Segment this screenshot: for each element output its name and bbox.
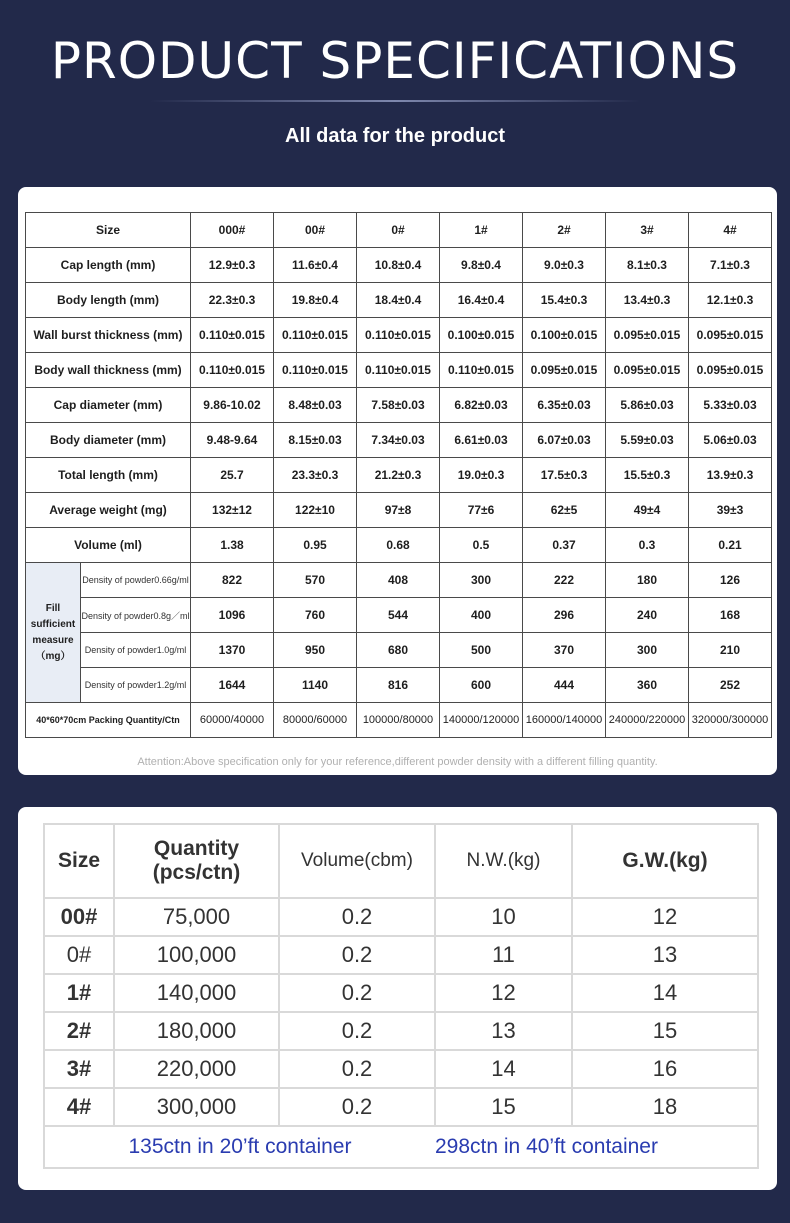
- size-header-cell: 00#: [274, 213, 357, 248]
- packing-row: [44, 1012, 758, 1050]
- fill-cell: 822: [191, 563, 274, 598]
- fill-cell: 544: [357, 598, 440, 633]
- spec-cell: 21.2±0.3: [357, 458, 440, 493]
- size-header: Size: [26, 213, 191, 248]
- fill-cell: 570: [274, 563, 357, 598]
- spec-cell: 8.48±0.03: [274, 388, 357, 423]
- spec-cell: 8.15±0.03: [274, 423, 357, 458]
- packing-nw-value: 13: [435, 1012, 572, 1050]
- packing-panel: [18, 807, 777, 1190]
- spec-cell: 77±6: [440, 493, 523, 528]
- spec-cell: 0.68: [357, 528, 440, 563]
- attention-note: Attention:Above specification only for your reference,different powder density with a different filling quantity.: [137, 756, 658, 768]
- spec-row: [26, 423, 772, 458]
- spec-cell: 5.86±0.03: [606, 388, 689, 423]
- packing-size-cell: 3#: [44, 1050, 114, 1088]
- page-title: PRODUCT SPECIFICATIONS: [50, 32, 740, 90]
- spec-row: [26, 458, 772, 493]
- spec-cell: 1.38: [191, 528, 274, 563]
- fill-cell: 1140: [274, 668, 357, 703]
- spec-cell: 0.110±0.015: [191, 353, 274, 388]
- packing-quantity-cell: 240000/220000: [606, 703, 689, 738]
- spec-row: [26, 493, 772, 528]
- size-header-cell: 1#: [440, 213, 523, 248]
- packing-gw-value: 13: [572, 936, 758, 974]
- spec-cell: 25.7: [191, 458, 274, 493]
- spec-cell: 0.110±0.015: [440, 353, 523, 388]
- spec-cell: 0.110±0.015: [357, 353, 440, 388]
- spec-panel: [18, 187, 777, 775]
- spec-cell: 5.33±0.03: [689, 388, 772, 423]
- spec-cell: 8.1±0.3: [606, 248, 689, 283]
- density-label: Density of powder1.0g/ml: [81, 633, 191, 668]
- fill-cell: 296: [523, 598, 606, 633]
- fill-row: [26, 563, 772, 598]
- packing-volume-value: 0.2: [279, 1012, 435, 1050]
- spec-cell: 9.8±0.4: [440, 248, 523, 283]
- fill-cell: 222: [523, 563, 606, 598]
- spec-cell: 132±12: [191, 493, 274, 528]
- spec-cell: 0.37: [523, 528, 606, 563]
- packing-quantity-cell: 140000/120000: [440, 703, 523, 738]
- size-header-cell: 0#: [357, 213, 440, 248]
- packing-volume-value: 0.2: [279, 898, 435, 936]
- header-quantity-line2: (pcs/ctn): [152, 861, 241, 884]
- spec-row-label: Average weight (mg): [26, 493, 191, 528]
- packing-gw-value: 18: [572, 1088, 758, 1126]
- size-header-cell: 2#: [523, 213, 606, 248]
- packing-row: [44, 936, 758, 974]
- packing-footer-row: [44, 1126, 758, 1168]
- packing-row: [44, 1088, 758, 1126]
- packing-volume-value: 0.2: [279, 1088, 435, 1126]
- spec-cell: 0.095±0.015: [606, 318, 689, 353]
- fill-cell: 370: [523, 633, 606, 668]
- spec-cell: 12.1±0.3: [689, 283, 772, 318]
- spec-cell: 18.4±0.4: [357, 283, 440, 318]
- packing-quantity-value: 140,000: [114, 974, 279, 1012]
- packing-volume-value: 0.2: [279, 936, 435, 974]
- spec-cell: 0.095±0.015: [606, 353, 689, 388]
- packing-quantity-cell: 100000/80000: [357, 703, 440, 738]
- spec-cell: 6.82±0.03: [440, 388, 523, 423]
- packing-gw-value: 12: [572, 898, 758, 936]
- density-label: Density of powder0.66g/ml: [81, 563, 191, 598]
- spec-row: [26, 283, 772, 318]
- spec-cell: 11.6±0.4: [274, 248, 357, 283]
- fill-cell: 408: [357, 563, 440, 598]
- packing-quantity-cell: 160000/140000: [523, 703, 606, 738]
- spec-row-label: Wall burst thickness (mm): [26, 318, 191, 353]
- spec-row-label: Body wall thickness (mm): [26, 353, 191, 388]
- packing-size-cell: 00#: [44, 898, 114, 936]
- spec-cell: 22.3±0.3: [191, 283, 274, 318]
- fill-measure-label: Fill sufficient measure（mg）: [26, 563, 81, 703]
- fill-row: [26, 668, 772, 703]
- packing-quantity-value: 75,000: [114, 898, 279, 936]
- spec-cell: 17.5±0.3: [523, 458, 606, 493]
- spec-cell: 0.110±0.015: [357, 318, 440, 353]
- spec-cell: 5.59±0.03: [606, 423, 689, 458]
- header-quantity: [114, 824, 279, 898]
- packing-quantity-cell: 60000/40000: [191, 703, 274, 738]
- spec-cell: 19.8±0.4: [274, 283, 357, 318]
- spec-header-row: [26, 213, 772, 248]
- spec-cell: 10.8±0.4: [357, 248, 440, 283]
- packing-row: [44, 898, 758, 936]
- fill-cell: 600: [440, 668, 523, 703]
- fill-cell: 300: [440, 563, 523, 598]
- fill-cell: 240: [606, 598, 689, 633]
- fill-cell: 126: [689, 563, 772, 598]
- spec-cell: 39±3: [689, 493, 772, 528]
- packing-volume-value: 0.2: [279, 974, 435, 1012]
- spec-cell: 9.86-10.02: [191, 388, 274, 423]
- spec-cell: 0.110±0.015: [274, 353, 357, 388]
- packing-quantity-value: 300,000: [114, 1088, 279, 1126]
- spec-cell: 9.48-9.64: [191, 423, 274, 458]
- header-size: Size: [44, 824, 114, 898]
- spec-row-label: Body length (mm): [26, 283, 191, 318]
- packing-quantity-cell: 320000/300000: [689, 703, 772, 738]
- spec-cell: 0.110±0.015: [191, 318, 274, 353]
- spec-cell: 12.9±0.3: [191, 248, 274, 283]
- packing-row: [44, 1050, 758, 1088]
- spec-cell: 15.4±0.3: [523, 283, 606, 318]
- packing-quantity-cell: 80000/60000: [274, 703, 357, 738]
- fill-cell: 950: [274, 633, 357, 668]
- packing-nw-value: 11: [435, 936, 572, 974]
- fill-cell: 300: [606, 633, 689, 668]
- header-volume: Volume(cbm): [279, 824, 435, 898]
- packing-table: [43, 823, 759, 1169]
- spec-cell: 62±5: [523, 493, 606, 528]
- header-nw: N.W.(kg): [435, 824, 572, 898]
- spec-cell: 6.07±0.03: [523, 423, 606, 458]
- spec-cell: 7.58±0.03: [357, 388, 440, 423]
- packing-header-row: [44, 824, 758, 898]
- density-label: Density of powder1.2g/ml: [81, 668, 191, 703]
- page-subtitle: All data for the product: [285, 125, 505, 147]
- spec-cell: 13.4±0.3: [606, 283, 689, 318]
- packing-quantity-value: 180,000: [114, 1012, 279, 1050]
- packing-quantity-value: 100,000: [114, 936, 279, 974]
- spec-row: [26, 388, 772, 423]
- spec-row-label: Volume (ml): [26, 528, 191, 563]
- packing-gw-value: 14: [572, 974, 758, 1012]
- fill-cell: 400: [440, 598, 523, 633]
- spec-cell: 16.4±0.4: [440, 283, 523, 318]
- fill-cell: 180: [606, 563, 689, 598]
- packing-quantity-row: [26, 703, 772, 738]
- spec-cell: 6.35±0.03: [523, 388, 606, 423]
- fill-cell: 252: [689, 668, 772, 703]
- spec-cell: 13.9±0.3: [689, 458, 772, 493]
- size-header-cell: 3#: [606, 213, 689, 248]
- header-gw: G.W.(kg): [572, 824, 758, 898]
- spec-cell: 6.61±0.03: [440, 423, 523, 458]
- density-label: Density of powder0.8g／ml: [81, 598, 191, 633]
- spec-row-label: Total length (mm): [26, 458, 191, 493]
- container-20ft-note: 135ctn in 20’ft container: [44, 1126, 435, 1168]
- packing-size-cell: 2#: [44, 1012, 114, 1050]
- spec-cell: 97±8: [357, 493, 440, 528]
- packing-nw-value: 15: [435, 1088, 572, 1126]
- spec-cell: 49±4: [606, 493, 689, 528]
- fill-cell: 1370: [191, 633, 274, 668]
- spec-cell: 0.100±0.015: [440, 318, 523, 353]
- fill-cell: 760: [274, 598, 357, 633]
- spec-cell: 0.5: [440, 528, 523, 563]
- size-header-cell: 4#: [689, 213, 772, 248]
- spec-cell: 0.3: [606, 528, 689, 563]
- spec-table: [25, 212, 772, 738]
- spec-row: [26, 528, 772, 563]
- packing-row: [44, 974, 758, 1012]
- spec-row: [26, 248, 772, 283]
- spec-cell: 0.095±0.015: [689, 318, 772, 353]
- spec-row-label: Cap length (mm): [26, 248, 191, 283]
- fill-cell: 500: [440, 633, 523, 668]
- spec-row-label: Cap diameter (mm): [26, 388, 191, 423]
- packing-quantity-value: 220,000: [114, 1050, 279, 1088]
- packing-nw-value: 12: [435, 974, 572, 1012]
- fill-cell: 1096: [191, 598, 274, 633]
- spec-cell: 15.5±0.3: [606, 458, 689, 493]
- fill-cell: 1644: [191, 668, 274, 703]
- fill-cell: 680: [357, 633, 440, 668]
- packing-gw-value: 15: [572, 1012, 758, 1050]
- spec-cell: 0.095±0.015: [689, 353, 772, 388]
- spec-cell: 19.0±0.3: [440, 458, 523, 493]
- spec-cell: 23.3±0.3: [274, 458, 357, 493]
- packing-gw-value: 16: [572, 1050, 758, 1088]
- spec-cell: 0.095±0.015: [523, 353, 606, 388]
- packing-nw-value: 14: [435, 1050, 572, 1088]
- fill-row: [26, 633, 772, 668]
- spec-cell: 9.0±0.3: [523, 248, 606, 283]
- fill-cell: 168: [689, 598, 772, 633]
- packing-nw-value: 10: [435, 898, 572, 936]
- header-quantity-line1: Quantity: [153, 837, 240, 860]
- spec-cell: 7.1±0.3: [689, 248, 772, 283]
- packing-size-cell: 1#: [44, 974, 114, 1012]
- fill-cell: 816: [357, 668, 440, 703]
- fill-cell: 360: [606, 668, 689, 703]
- spec-cell: 5.06±0.03: [689, 423, 772, 458]
- spec-row: [26, 353, 772, 388]
- title-divider: [150, 100, 640, 102]
- spec-cell: 122±10: [274, 493, 357, 528]
- spec-cell: 0.21: [689, 528, 772, 563]
- fill-row: [26, 598, 772, 633]
- packing-volume-value: 0.2: [279, 1050, 435, 1088]
- size-header-cell: 000#: [191, 213, 274, 248]
- packing-quantity-label: 40*60*70cm Packing Quantity/Ctn: [26, 703, 191, 738]
- spec-cell: 0.95: [274, 528, 357, 563]
- spec-row: [26, 318, 772, 353]
- fill-cell: 444: [523, 668, 606, 703]
- packing-size-cell: 4#: [44, 1088, 114, 1126]
- spec-cell: 0.100±0.015: [523, 318, 606, 353]
- container-40ft-note: 298ctn in 40’ft container: [435, 1126, 758, 1168]
- spec-cell: 0.110±0.015: [274, 318, 357, 353]
- spec-cell: 7.34±0.03: [357, 423, 440, 458]
- packing-size-cell: 0#: [44, 936, 114, 974]
- fill-cell: 210: [689, 633, 772, 668]
- spec-row-label: Body diameter (mm): [26, 423, 191, 458]
